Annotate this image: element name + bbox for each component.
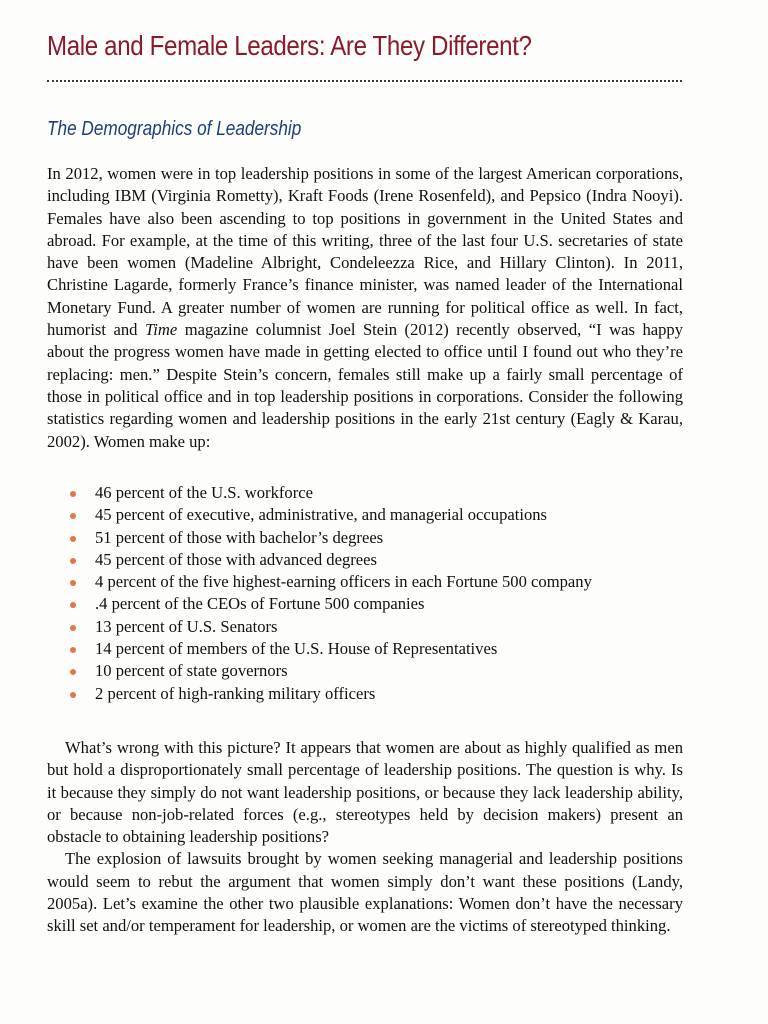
bullet-icon xyxy=(70,491,76,497)
statistics-item xyxy=(47,549,683,571)
statistics-item xyxy=(47,660,683,682)
discussion-paragraph-2: The explosion of lawsuits brought by women seeking managerial and leadership positions would seem to rebut the argument that women simply don’t want these positions (Landy, 2005a). Let’s examine the other two plausible explanations: Women don’t have the necessary skill set and/or temperament for leadership, or women are the victims of stereotyped thinking. xyxy=(47,849,683,936)
statistics-item xyxy=(47,504,683,526)
statistics-item-text: 45 percent of those with advanced degrees xyxy=(95,549,377,569)
bullet-icon xyxy=(70,669,76,675)
bullet-icon xyxy=(70,692,76,698)
statistics-item-text: 51 percent of those with bachelor’s degrees xyxy=(95,527,384,547)
page-title: Male and Female Leaders: Are They Different? xyxy=(47,30,532,61)
statistics-item-text: 46 percent of the U.S. workforce xyxy=(95,483,313,502)
bullet-icon xyxy=(70,580,76,586)
bullet-icon xyxy=(70,558,76,564)
intro-text-part1: In 2012, women were in top leadership positions in some of the largest American corporations, including IBM (Virginia Rometty), Kraft Foods (Irene Rosenfeld), and Pepsico (Indra Nooyi). Females have also been ascending to top positions in government in the United States and abroad. For example, at the time of this writing, three of the last four U.S. secretaries of state have been women (Madeline Albright, Condeleezza Rice, and Hillary Clinton). In 2011, Christine Lagarde, formerly France’s finance minister, was named leader of the International Monetary Fund. A greater number of women are running for political office as well. In fact, humorist and xyxy=(47,164,683,340)
bullet-icon xyxy=(70,536,76,542)
bullet-icon xyxy=(70,625,76,631)
statistics-item-text: 45 percent of executive, administrative, and managerial occupations xyxy=(95,505,548,525)
intro-paragraph xyxy=(47,163,683,453)
discussion-section xyxy=(47,737,683,938)
statistics-item-text: .4 percent of the CEOs of Fortune 500 companies xyxy=(95,594,425,614)
intro-text-part2: magazine columnist Joel Stein (2012) recently observed, “I was happy about the progress women have made in getting elected to office until I found out who they’re replacing: men.” Despite Stein’s concern, females still make up a fairly small percentage of those in political office and in top leadership positions in corporations. Consider the following statistics regarding women and leadership positions in the early 21st century (Eagly & Karau, 2002). Women make up: xyxy=(47,320,683,451)
statistics-item xyxy=(47,482,683,504)
discussion-paragraph-1: What’s wrong with this picture? It appears that women are about as highly qualified as men but hold a disproportionately small percentage of leadership positions. The question is why. Is it because they simply do not want leadership positions, or because they lack leadership ability, or because non-job-related forces (e.g., stereotypes held by decision makers) present an obstacle to obtaining leadership positions? xyxy=(47,738,683,847)
intro-italic-magazine: Time xyxy=(144,320,178,340)
statistics-item xyxy=(47,616,683,638)
bullet-icon xyxy=(70,647,76,653)
section-heading: The Demographics of Leadership xyxy=(47,118,302,140)
bullet-icon xyxy=(70,513,76,519)
statistics-item-text: 2 percent of high-ranking military officers xyxy=(95,683,376,703)
statistics-item xyxy=(47,683,683,705)
statistics-item-text: 14 percent of members of the U.S. House of Representatives xyxy=(95,639,498,659)
statistics-item-text: 13 percent of U.S. Senators xyxy=(95,616,278,636)
dotted-divider xyxy=(47,80,682,82)
statistics-item xyxy=(47,571,683,593)
statistics-item xyxy=(47,593,683,615)
statistics-list xyxy=(47,482,683,705)
statistics-item-text: 10 percent of state governors xyxy=(95,661,288,681)
statistics-item xyxy=(47,527,683,549)
statistics-item xyxy=(47,638,683,660)
bullet-icon xyxy=(70,602,76,608)
statistics-item-text: 4 percent of the five highest-earning officers in each Fortune 500 company xyxy=(95,572,592,592)
